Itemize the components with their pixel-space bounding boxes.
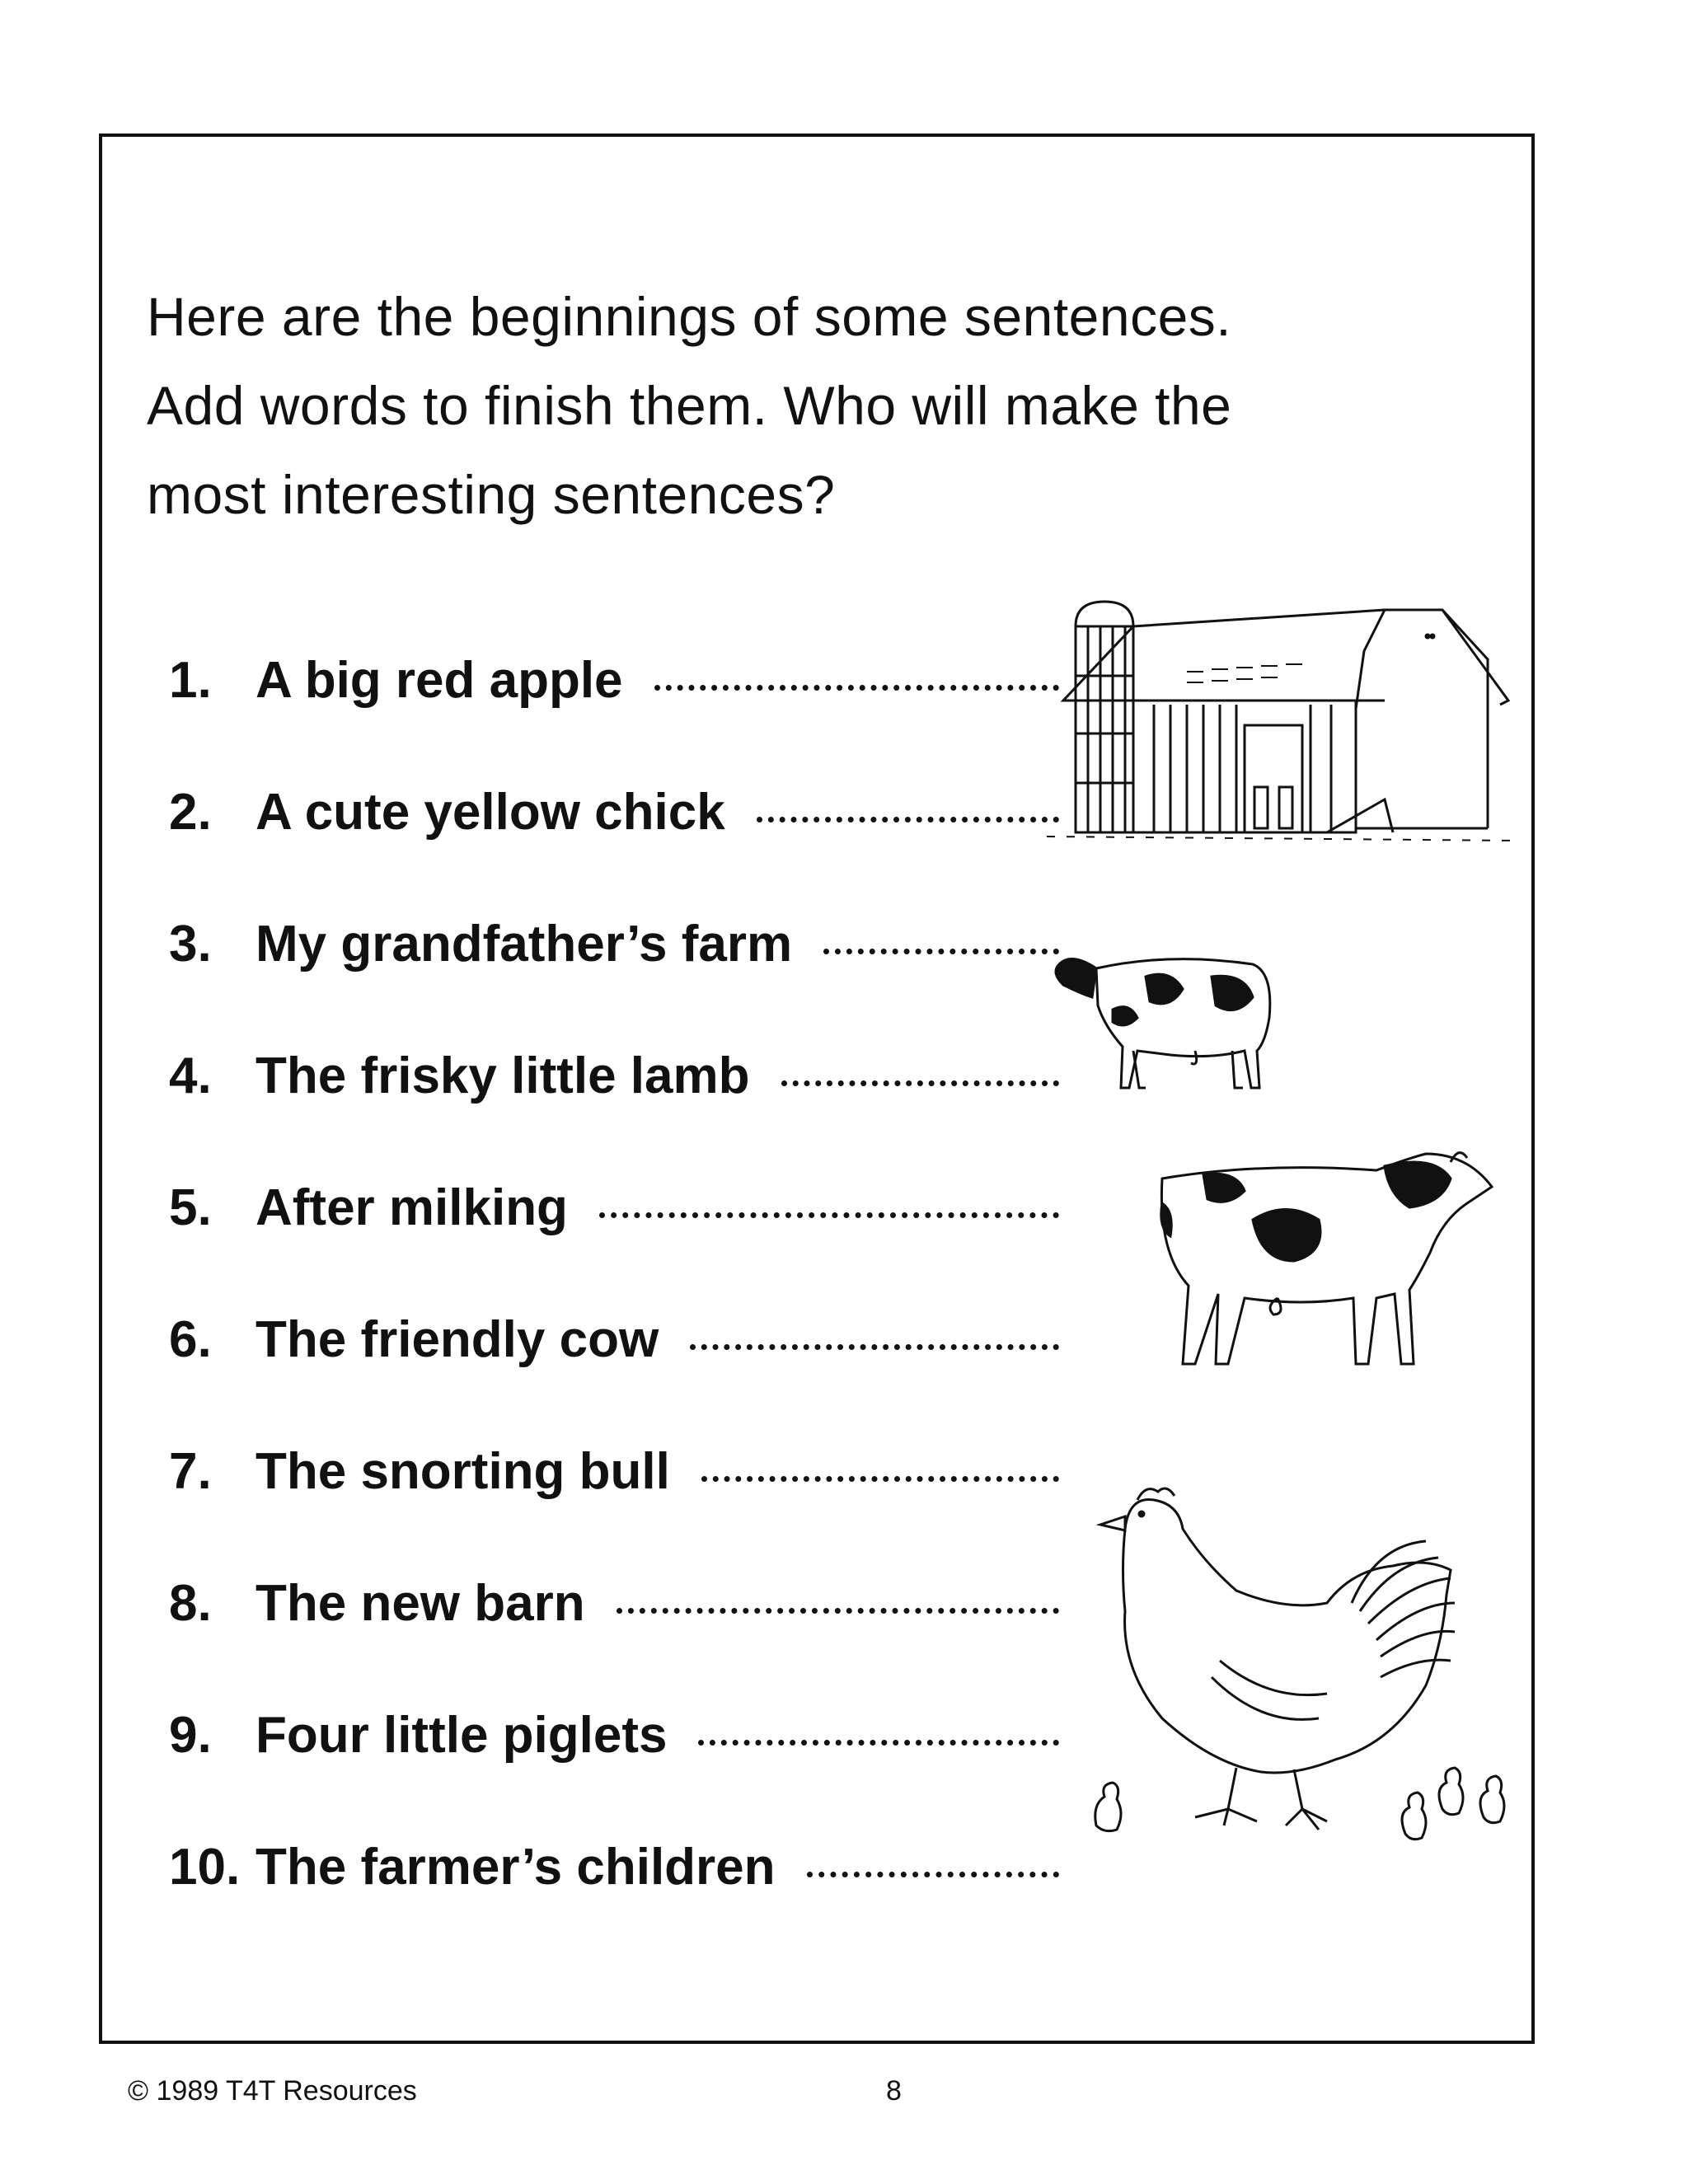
item-text: My grandfather’s farm <box>256 915 793 972</box>
sentence-item-8 <box>169 1537 1059 1669</box>
sentence-list <box>169 614 1059 1933</box>
answer-blank[interactable] <box>701 1476 1059 1482</box>
instructions <box>147 272 1432 539</box>
answer-blank[interactable] <box>654 685 1059 691</box>
answer-blank[interactable] <box>807 1872 1059 1877</box>
item-text: A big red apple <box>256 651 623 709</box>
item-number: 5. <box>169 1179 212 1236</box>
instruction-line-2: Add words to finish them. Who will make the <box>147 375 1232 436</box>
sentence-item-4 <box>169 1010 1059 1141</box>
barn-and-silo-icon <box>1039 593 1533 857</box>
item-number: 9. <box>169 1706 212 1764</box>
item-number: 4. <box>169 1047 212 1104</box>
sentence-item-3 <box>169 878 1059 1010</box>
answer-blank[interactable] <box>599 1212 1059 1218</box>
copyright-footer: © 1989 T4T Resources <box>128 2075 417 2107</box>
item-number: 2. <box>169 783 212 841</box>
sentence-item-2 <box>169 746 1059 878</box>
item-number: 1. <box>169 651 212 709</box>
item-number: 10. <box>169 1838 241 1896</box>
item-number: 3. <box>169 915 212 972</box>
answer-blank[interactable] <box>823 949 1059 954</box>
item-text: The new barn <box>256 1574 585 1632</box>
item-text: The friendly cow <box>256 1310 659 1368</box>
sentence-item-10 <box>169 1801 1059 1933</box>
item-text: After milking <box>256 1179 568 1236</box>
item-text: The snorting bull <box>256 1442 670 1500</box>
answer-blank[interactable] <box>617 1608 1059 1614</box>
answer-blank[interactable] <box>690 1344 1059 1350</box>
cow-icon <box>1137 1129 1500 1376</box>
sentence-item-7 <box>169 1405 1059 1537</box>
sentence-item-9 <box>169 1669 1059 1801</box>
item-number: 8. <box>169 1574 212 1632</box>
instruction-line-3: most interesting sentences? <box>147 464 836 525</box>
sentence-item-1 <box>169 614 1059 746</box>
answer-blank[interactable] <box>698 1740 1059 1746</box>
item-text: The farmer’s children <box>256 1838 776 1896</box>
sentence-item-5 <box>169 1141 1059 1273</box>
instruction-line-1: Here are the beginnings of some sentences. <box>147 286 1232 347</box>
cow-icon <box>1047 927 1294 1100</box>
answer-blank[interactable] <box>781 1080 1059 1086</box>
item-number: 7. <box>169 1442 212 1500</box>
hen-icon <box>1080 1479 1525 1858</box>
item-text: A cute yellow chick <box>256 783 725 841</box>
answer-blank[interactable] <box>757 817 1059 823</box>
item-number: 6. <box>169 1310 212 1368</box>
item-text: Four little piglets <box>256 1706 668 1764</box>
sentence-item-6 <box>169 1273 1059 1405</box>
page-number: 8 <box>886 2075 902 2107</box>
item-text: The frisky little lamb <box>256 1047 750 1104</box>
